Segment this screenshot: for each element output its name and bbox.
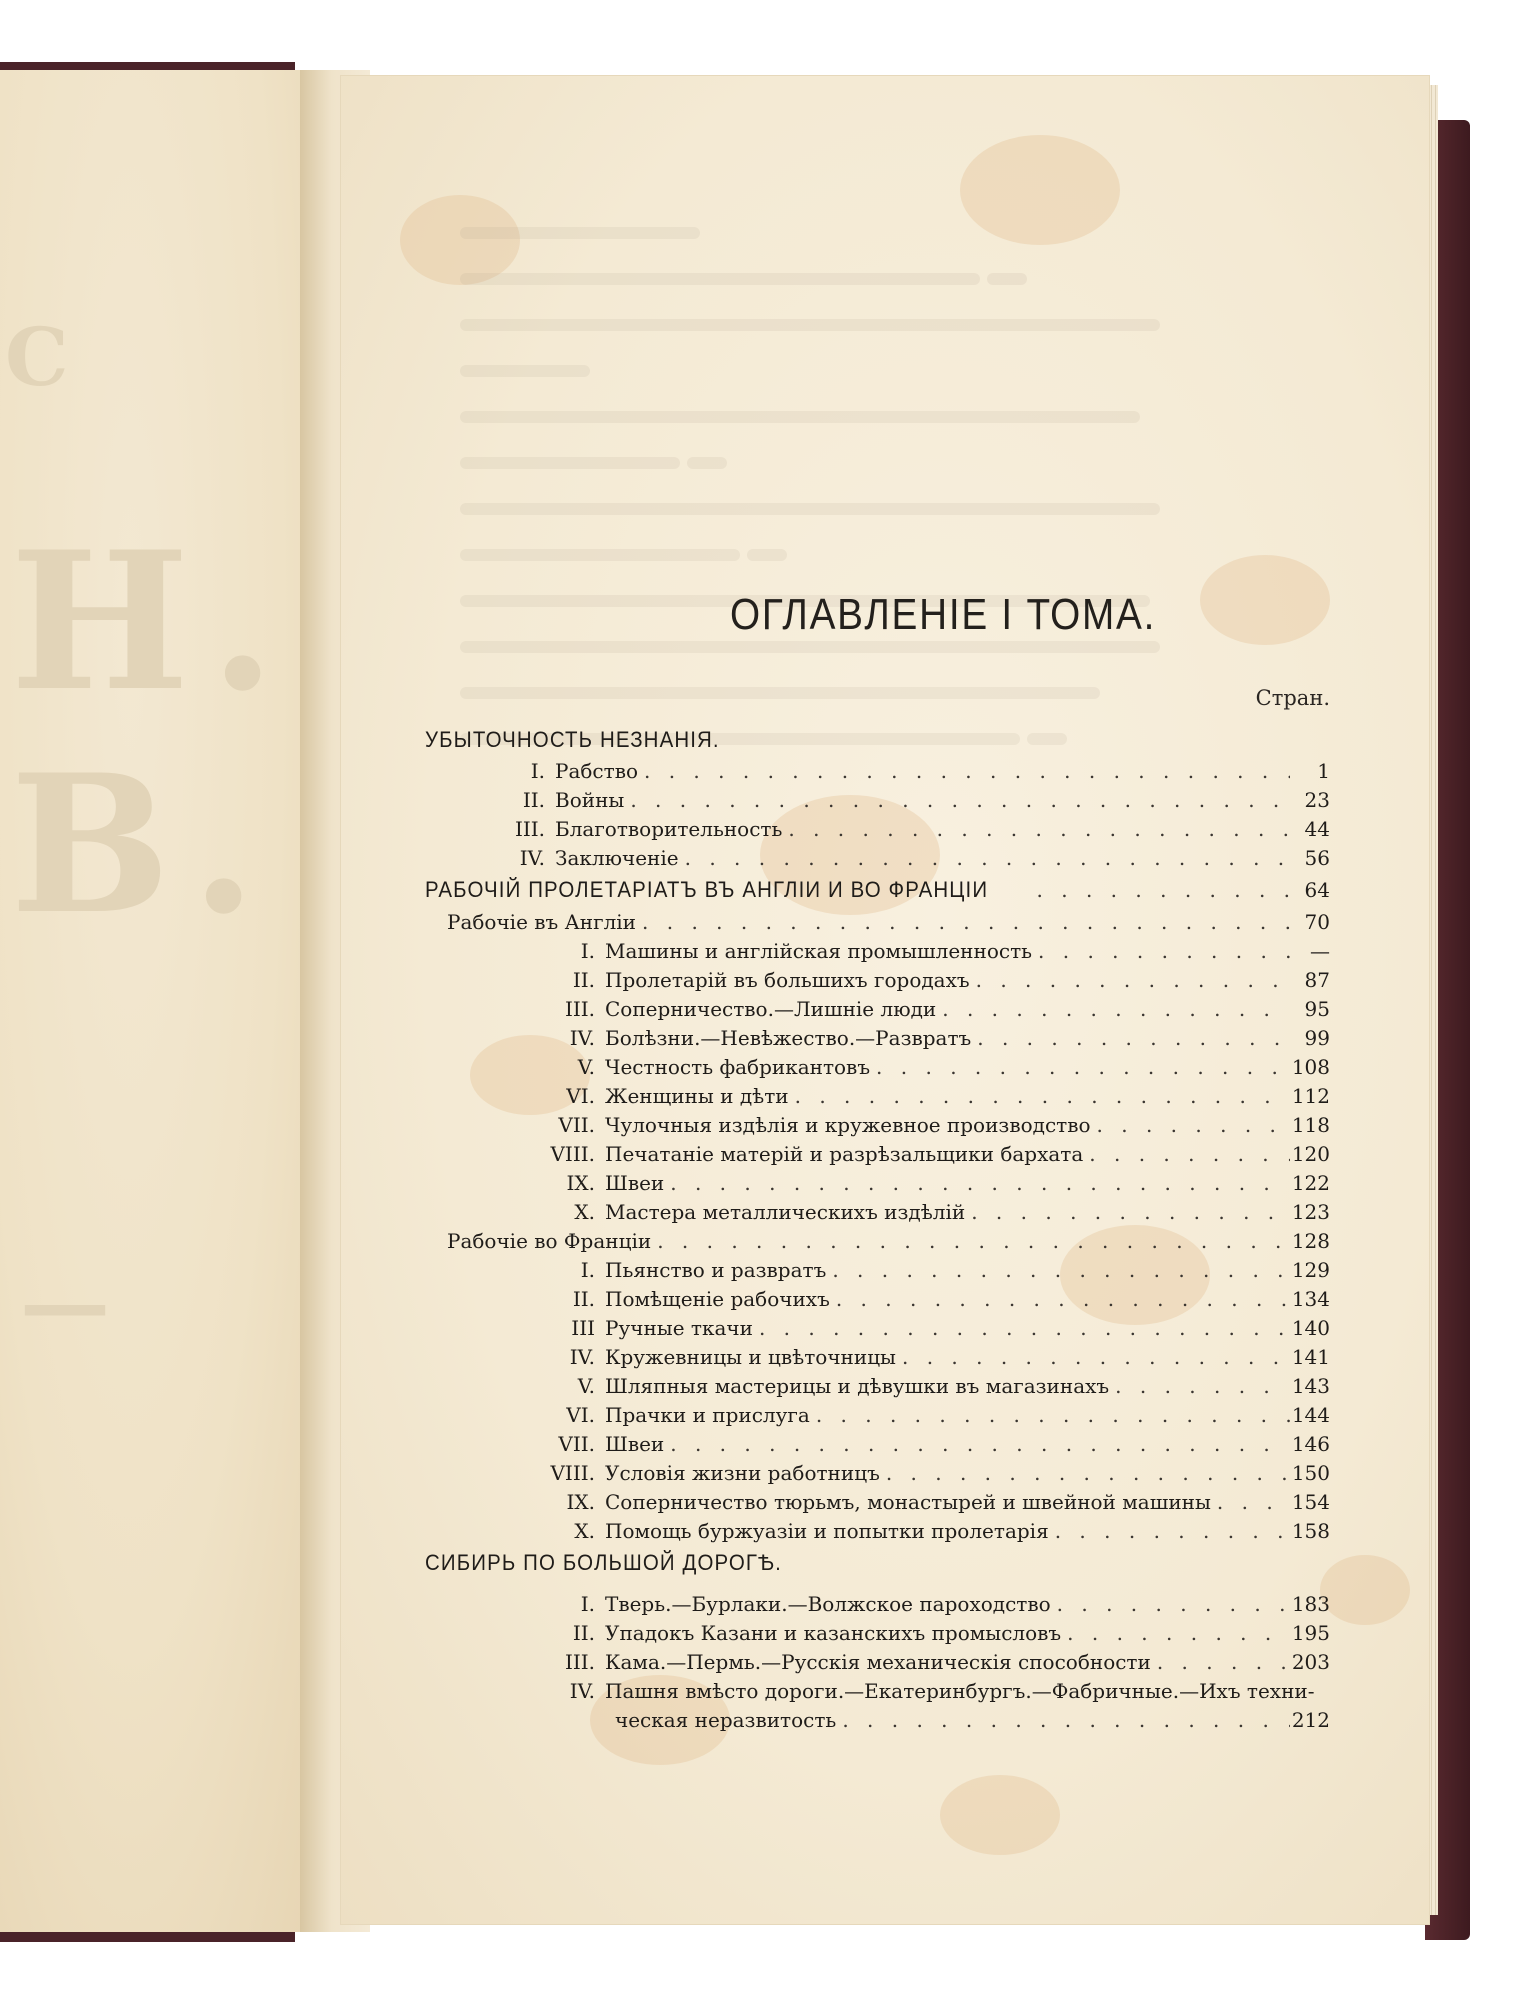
dot-leader [936, 995, 1290, 1024]
pages-column-header: Стран. [1255, 686, 1330, 710]
toc-section-heading [425, 725, 1330, 754]
toc-entry-page: 112 [1291, 1084, 1330, 1108]
toc-entry-page: 1 [1317, 759, 1330, 783]
dot-leader [810, 1401, 1290, 1430]
toc-entry-number: I. [580, 939, 595, 963]
toc-entry-number: V. [577, 1055, 595, 1079]
toc-entry-number: II. [522, 788, 545, 812]
toc-entry-page: 123 [1291, 1200, 1330, 1224]
toc-entry-page: 64 [1304, 878, 1330, 902]
toc-entry-number: IX. [566, 1490, 595, 1514]
toc-entry [425, 1140, 1330, 1169]
dot-leader [1032, 937, 1290, 966]
toc-entry-title: Чулочныя издѣлія и кружевное производство [605, 1113, 1091, 1137]
toc-entry-number: II. [572, 968, 595, 992]
dot-leader [1109, 1372, 1290, 1401]
toc-entry-title: Упадокъ Казани и казанскихъ промысловъ [605, 1621, 1062, 1645]
bleed-through-text [460, 210, 1360, 770]
toc-entry-page: 120 [1291, 1142, 1330, 1166]
toc-entry-number: IX. [566, 1171, 595, 1195]
toc-entry-number: VI. [566, 1403, 595, 1427]
toc-entry-number: VIII. [550, 1461, 595, 1485]
dot-leader [753, 1314, 1290, 1343]
toc-entry-number: IV. [519, 846, 545, 870]
dot-leader [1051, 1590, 1290, 1619]
toc-entry-number: VII. [558, 1113, 595, 1137]
toc-entry-page: 99 [1304, 1026, 1330, 1050]
toc-entry-title: Швеи [605, 1432, 665, 1456]
bleed-through-mark: С [5, 310, 69, 404]
toc-entry-title: Соперничество.—Лишніе люди [605, 997, 937, 1021]
toc-entry [425, 1401, 1330, 1430]
toc-entry-title: Женщины и дѣти [605, 1084, 789, 1108]
toc-entry [425, 786, 1330, 815]
toc-entry-number: IV. [569, 1345, 595, 1369]
toc-entry-page: 143 [1291, 1374, 1330, 1398]
dot-leader [970, 966, 1290, 995]
toc-entry [425, 1169, 1330, 1198]
dot-leader [636, 908, 1290, 937]
toc-entry [425, 1314, 1330, 1343]
toc-entry-title: Мастера металлическихъ издѣлій [605, 1200, 966, 1224]
toc-entry-title: Тверь.—Бурлаки.—Волжское пароходство [605, 1592, 1051, 1616]
toc-entry-page: 23 [1304, 788, 1330, 812]
toc-entry-number: III [571, 1316, 595, 1340]
dot-leader [624, 786, 1290, 815]
toc-entry [425, 1677, 1330, 1706]
dot-leader [896, 1343, 1290, 1372]
toc-entry-page: 87 [1304, 968, 1330, 992]
toc-entry-title: Кружевницы и цвѣточницы [605, 1345, 896, 1369]
toc-entry-title: Честность фабрикантовъ [605, 1055, 871, 1079]
toc-entry-title: Благотворительность [555, 817, 783, 841]
toc-entry-title: Рабочіе во Франціи [447, 1229, 652, 1253]
toc-entry-title: Шляпныя мастерицы и дѣвушки въ магазинахъ [605, 1374, 1110, 1398]
dot-leader [651, 1227, 1290, 1256]
toc-entry-number: I. [580, 1258, 595, 1282]
dot-leader [1083, 1140, 1290, 1169]
toc-entry [425, 937, 1330, 966]
toc-entry-title: Машины и англійская промышленность [605, 939, 1033, 963]
dot-leader [965, 1198, 1290, 1227]
toc-entry-title: Пролетарій въ большихъ городахъ [605, 968, 970, 992]
dot-leader [679, 844, 1290, 873]
dot-leader [1031, 876, 1290, 905]
dot-leader [826, 1256, 1290, 1285]
toc-entry [425, 1285, 1330, 1314]
toc-entry-title: ческая неразвитость [615, 1708, 837, 1732]
toc-entry-title: Кама.—Пермь.—Русскія механическія способности [605, 1650, 1151, 1674]
toc-entry [425, 1648, 1330, 1677]
toc-entry [425, 1706, 1330, 1735]
dot-leader [782, 815, 1290, 844]
toc-entry [425, 1343, 1330, 1372]
dot-leader [664, 1169, 1290, 1198]
toc-entry-page: 44 [1304, 817, 1330, 841]
toc-entry-number: IV. [569, 1679, 595, 1703]
toc-entry [425, 1430, 1330, 1459]
toc-entry [425, 844, 1330, 873]
toc-entry-title: Условія жизни работницъ [605, 1461, 880, 1485]
toc-entry-title: Ручные ткачи [605, 1316, 753, 1340]
dot-leader [1211, 1488, 1290, 1517]
toc-entry [425, 1372, 1330, 1401]
dot-leader [836, 1706, 1290, 1735]
toc-entry-number: X. [574, 1200, 595, 1224]
toc-entry-page: 134 [1291, 1287, 1330, 1311]
toc-entry-number: IV. [569, 1026, 595, 1050]
dot-leader [1091, 1111, 1290, 1140]
dot-leader [789, 1082, 1290, 1111]
toc-entry-title: Помощь буржуазіи и попытки пролетарія [605, 1519, 1049, 1543]
toc-entry-number: X. [574, 1519, 595, 1543]
toc-entry-number: V. [577, 1374, 595, 1398]
dot-leader [1061, 1619, 1290, 1648]
toc-entry [425, 815, 1330, 844]
toc-entry-title: Болѣзни.—Невѣжество.—Развратъ [605, 1026, 972, 1050]
toc-entry-page: 141 [1291, 1345, 1330, 1369]
toc-entry-number: III. [514, 817, 545, 841]
dot-leader [830, 1285, 1290, 1314]
toc-entry-number: VIII. [550, 1142, 595, 1166]
toc-entry-title: УБЫТОЧНОСТЬ НЕЗНАНІЯ. [425, 727, 720, 752]
toc-entry [425, 1198, 1330, 1227]
toc-section-heading [425, 1548, 1330, 1577]
toc-entry [425, 1082, 1330, 1111]
toc-entry [425, 757, 1330, 786]
toc-entry-title: Швеи [605, 1171, 665, 1195]
toc-entry [425, 1227, 1330, 1256]
toc-entry-title: Рабство [555, 759, 638, 783]
toc-entry [425, 1517, 1330, 1546]
dot-leader [880, 1459, 1290, 1488]
toc-entry-page: 95 [1304, 997, 1330, 1021]
dot-leader [1049, 1517, 1290, 1546]
toc-entry [425, 1111, 1330, 1140]
toc-entry-page: 150 [1291, 1461, 1330, 1485]
toc-entry-number: III. [564, 1650, 595, 1674]
toc-entry [425, 908, 1330, 937]
toc-entry-title: СИБИРЬ ПО БОЛЬШОЙ ДОРОГѢ. [425, 1550, 782, 1575]
toc-entry-page: — [1310, 939, 1330, 963]
toc-entry-page: 122 [1291, 1171, 1330, 1195]
toc-entry [425, 995, 1330, 1024]
left-page [0, 70, 325, 1932]
toc-entry-number: VI. [566, 1084, 595, 1108]
toc-entry-page: 108 [1291, 1055, 1330, 1079]
toc-entry-number: I. [580, 1592, 595, 1616]
dot-leader [664, 1430, 1290, 1459]
toc-entry-title: РАБОЧІЙ ПРОЛЕТАРІАТЪ ВЪ АНГЛІИ И ВО ФРАНЦІИ [425, 877, 989, 902]
toc-entry-title: Заключеніе [555, 846, 679, 870]
toc-entry-number: I. [530, 759, 545, 783]
toc-entry-title: Рабочіе въ Англіи [447, 910, 637, 934]
dot-leader [638, 757, 1290, 786]
toc-entry-page: 154 [1291, 1490, 1330, 1514]
toc-entry-page: 129 [1291, 1258, 1330, 1282]
toc-entry [425, 1619, 1330, 1648]
toc-entry-number: II. [572, 1287, 595, 1311]
toc-entry-number: III. [564, 997, 595, 1021]
toc-entry-page: 128 [1291, 1229, 1330, 1253]
toc-entry-number: VII. [558, 1432, 595, 1456]
toc-entry [425, 1024, 1330, 1053]
toc-entry-title: Пьянство и развратъ [605, 1258, 827, 1282]
toc-entry-page: 118 [1291, 1113, 1330, 1137]
toc-entry [425, 1488, 1330, 1517]
toc-entry-title: Пашня вмѣсто дороги.—Екатеринбургъ.—Фабричные.—Ихъ техни- [605, 1679, 1315, 1703]
toc-entry-page: 56 [1304, 846, 1330, 870]
toc-entry-title: Войны [555, 788, 625, 812]
toc-entry-page: 140 [1291, 1316, 1330, 1340]
toc-entry-title: Соперничество тюрьмъ, монастырей и швейной машины [605, 1490, 1211, 1514]
toc-entry [425, 1590, 1330, 1619]
bleed-through-mark: Н. В. [10, 510, 296, 956]
dot-leader [870, 1053, 1290, 1082]
dot-leader [1151, 1648, 1290, 1677]
toc-entry-page: 183 [1291, 1592, 1330, 1616]
toc-entry [425, 1053, 1330, 1082]
bleed-through-mark: — [20, 1250, 110, 1356]
toc-entry-page: 158 [1291, 1519, 1330, 1543]
toc-entry-page: 203 [1291, 1650, 1330, 1674]
toc-entry [425, 966, 1330, 995]
toc-entry-page: 212 [1291, 1708, 1330, 1732]
toc-entry [425, 1256, 1330, 1285]
toc-entry-page: 146 [1291, 1432, 1330, 1456]
toc-entry [425, 1459, 1330, 1488]
toc-entry-page: 70 [1304, 910, 1330, 934]
page-title: ОГЛАВЛЕНІЕ I ТОМА. [730, 590, 1157, 639]
toc-entry-title: Печатаніе матерій и разрѣзальщики бархата [605, 1142, 1084, 1166]
toc-section-heading [425, 875, 1330, 904]
dot-leader [971, 1024, 1290, 1053]
toc-entry-page: 144 [1291, 1403, 1330, 1427]
toc-entry-title: Помѣщеніе рабочихъ [605, 1287, 830, 1311]
toc-entry-title: Прачки и прислуга [605, 1403, 810, 1427]
toc-entry-number: II. [572, 1621, 595, 1645]
toc-entry-page: 195 [1291, 1621, 1330, 1645]
